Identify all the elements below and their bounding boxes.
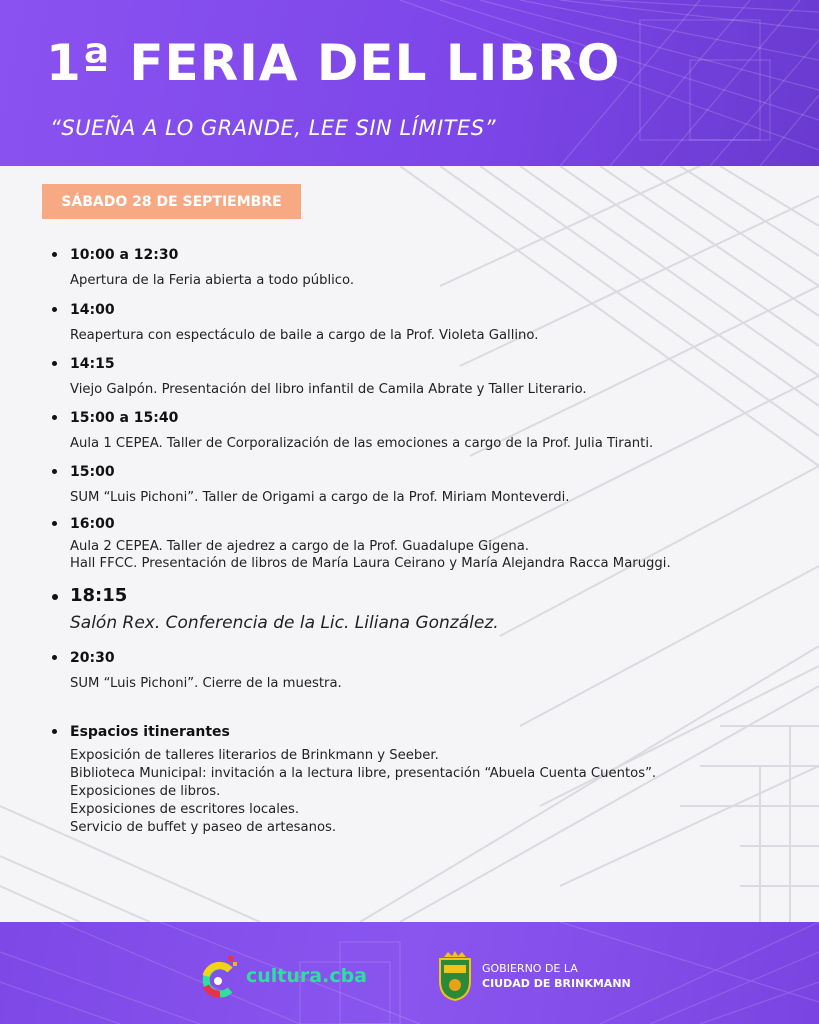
gob-line-1: GOBIERNO DE LA (482, 961, 578, 975)
schedule-item (52, 648, 792, 692)
building-lines-decoration (0, 922, 819, 1024)
schedule-item (52, 300, 792, 344)
gob-line-2: CIUDAD DE BRINKMANN (482, 976, 631, 990)
schedule-description: Aula 1 CEPEA. Taller de Corporalización de las emociones a cargo de la Prof. Julia Tiranti. (70, 436, 654, 451)
schedule-time: 20:30 (70, 650, 115, 666)
cultura-logo-text: cultura.cba (246, 965, 368, 987)
schedule-description: Exposiciones de libros. (70, 784, 221, 799)
city-crest-icon (438, 951, 472, 1001)
schedule-description: SUM “Luis Pichoni”. Cierre de la muestra. (70, 676, 342, 691)
schedule-description: Biblioteca Municipal: invitación a la lectura libre, presentación “Abuela Cuenta Cuentos”. (70, 766, 657, 781)
header-banner (0, 0, 819, 166)
schedule-time: 14:00 (70, 302, 115, 318)
date-badge: SÁBADO 28 DE SEPTIEMBRE (42, 184, 301, 219)
schedule-time: 16:00 (70, 516, 115, 532)
schedule-description: SUM “Luis Pichoni”. Taller de Origami a cargo de la Prof. Miriam Monteverdi. (70, 490, 570, 505)
schedule-time: 10:00 a 12:30 (70, 247, 179, 263)
schedule-item-espacios (52, 722, 792, 836)
schedule-heading: Espacios itinerantes (70, 724, 230, 740)
schedule-time: 18:15 (70, 585, 128, 606)
schedule-description: Reapertura con espectáculo de baile a cargo de la Prof. Violeta Gallino. (70, 328, 539, 343)
schedule-description: Exposiciones de escritores locales. (70, 802, 300, 817)
page-subtitle: “SUEÑA A LO GRANDE, LEE SIN LÍMITES” (50, 116, 496, 140)
gobierno-brinkmann-logo (438, 949, 631, 1003)
schedule-description: Hall FFCC. Presentación de libros de María Laura Ceirano y María Alejandra Racca Maruggi. (70, 556, 671, 571)
schedule-item (52, 462, 792, 506)
schedule-description: Exposición de talleres literarios de Brinkmann y Seeber. (70, 748, 439, 763)
schedule-item-featured (52, 584, 792, 634)
schedule-item (52, 514, 792, 572)
schedule-item (52, 245, 792, 289)
schedule-list (52, 245, 792, 836)
schedule-time: 15:00 a 15:40 (70, 410, 179, 426)
schedule-description: Aula 2 CEPEA. Taller de ajedrez a cargo de la Prof. Guadalupe Gigena. (70, 539, 530, 554)
schedule-item (52, 354, 792, 398)
schedule-item (52, 408, 792, 452)
cultura-c-icon (200, 954, 240, 998)
footer-banner (0, 922, 819, 1024)
schedule-description: Salón Rex. Conferencia de la Lic. Liliana González. (70, 613, 499, 633)
cultura-cba-logo (200, 954, 367, 998)
page-title: 1ª FERIA DEL LIBRO (46, 34, 621, 92)
schedule-description: Apertura de la Feria abierta a todo público. (70, 273, 355, 288)
schedule-description: Viejo Galpón. Presentación del libro infantil de Camila Abrate y Taller Literario. (70, 382, 587, 397)
schedule-time: 15:00 (70, 464, 115, 480)
schedule-time: 14:15 (70, 356, 115, 372)
schedule-description: Servicio de buffet y paseo de artesanos. (70, 820, 337, 835)
